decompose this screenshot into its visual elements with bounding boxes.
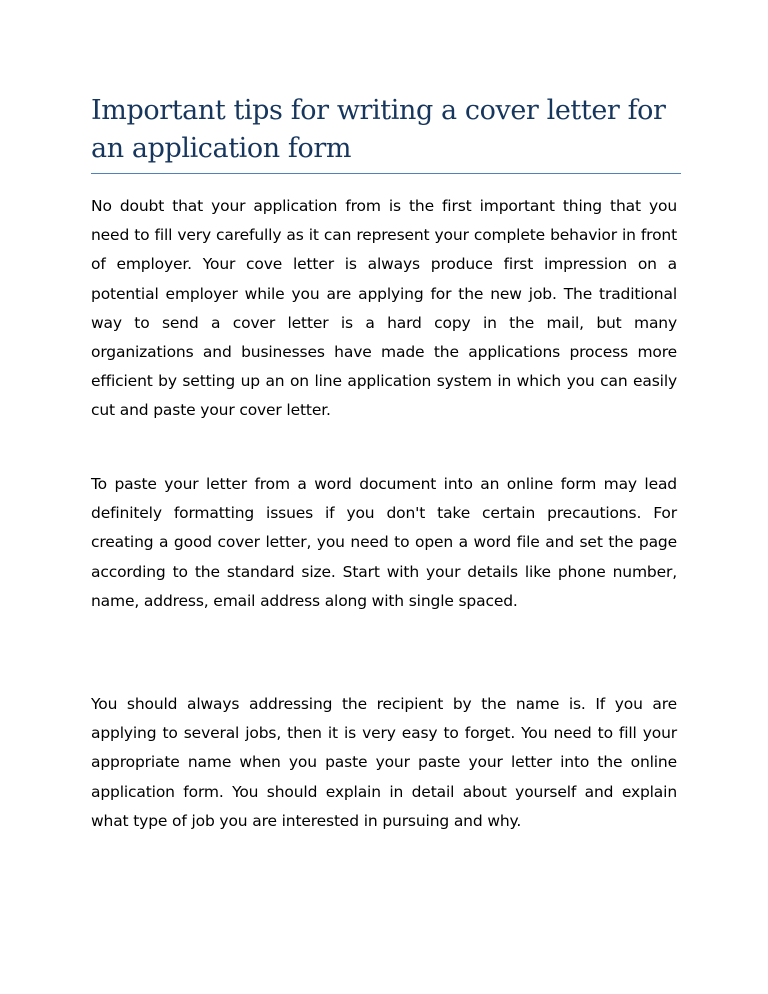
page-title: Important tips for writing a cover letter for an application form xyxy=(91,95,666,164)
title-underline-divider xyxy=(91,173,681,174)
paragraph-application-importance: No doubt that your application from is the first important thing that you need to fill very carefully as it can represent your complete behavior in front of employer. Your cove letter is always produce first impression on a potential employer while you are applying for the new job. The traditional way to send a cover letter is a hard copy in the mail, but many organizations and businesses have made the applications process more efficient by setting up an on line application system in which you can easily cut and paste your cover letter. xyxy=(91,197,677,420)
paragraph-pasting-letter: To paste your letter from a word document into an online form may lead definitely formatting issues if you don't take certain precautions. For creating a good cover letter, you need to open a word file and set the page according to the standard size. Start with your details like phone number, name, address, email address along with single spaced. xyxy=(91,475,677,610)
paragraph-addressing-recipient: You should always addressing the recipient by the name is. If you are applying to several jobs, then it is very easy to forget. You need to fill your appropriate name when you paste your paste your letter into the online application form. You should explain in detail about yourself and explain what type of job you are interested in pursuing and why. xyxy=(91,695,677,830)
